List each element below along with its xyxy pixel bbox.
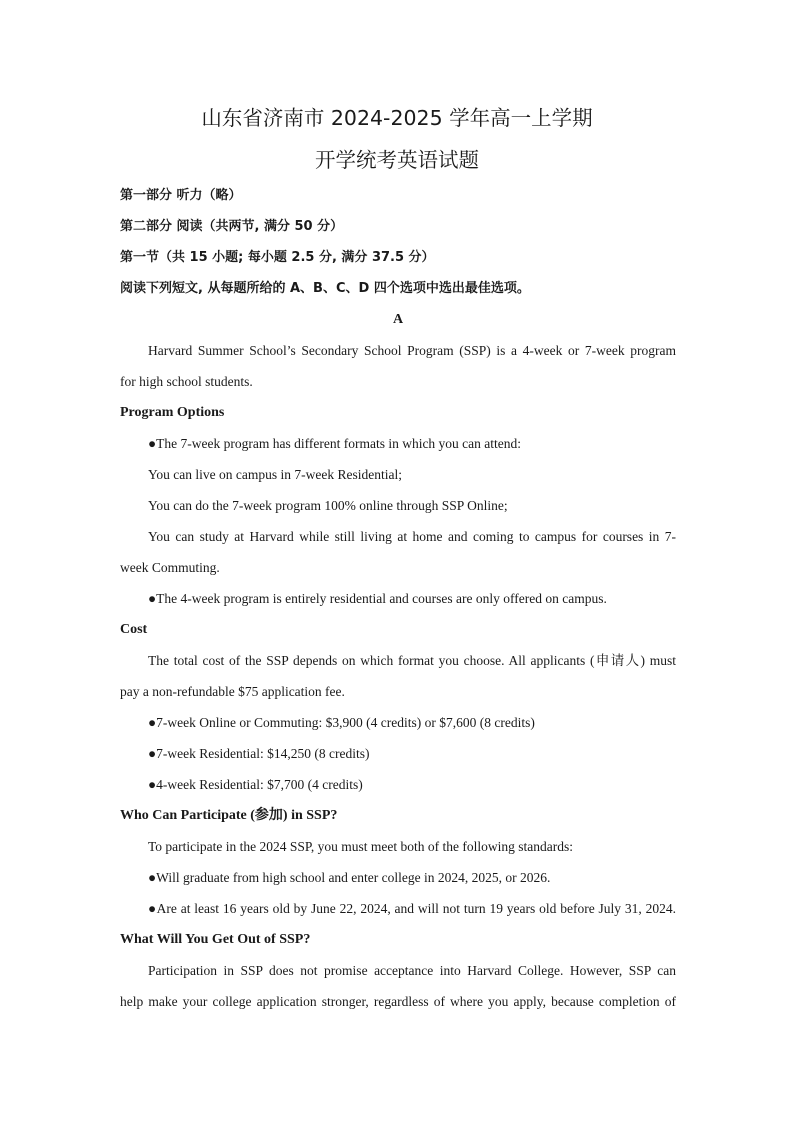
what-will-you-get-heading: What Will You Get Out of SSP? <box>120 932 311 947</box>
cost-item: ●7-week Residential: $14,250 (8 credits) <box>148 746 370 761</box>
program-item: You can live on campus in 7-week Residential; <box>148 467 402 482</box>
program-item: ●The 7-week program has different formats in which you can attend: <box>148 436 522 451</box>
cost-item: ●7-week Online or Commuting: $3,900 (4 credits) or $7,600 (8 credits) <box>148 715 535 730</box>
cost-intro-line2: pay a non-refundable $75 application fee. <box>120 684 345 699</box>
reading-instruction: 阅读下列短文, 从每题所给的 A、B、C、D 四个选项中选出最佳选项。 <box>120 281 530 296</box>
passage-label: A <box>392 312 404 327</box>
cost-item: ●4-week Residential: $7,700 (4 credits) <box>148 777 363 792</box>
exam-body <box>120 180 676 1017</box>
who-intro: To participate in the 2024 SSP, you must meet both of the following standards: <box>148 839 574 854</box>
part2-heading: 第二部分 阅读（共两节, 满分 50 分） <box>120 219 344 234</box>
cost-heading: Cost <box>120 622 148 637</box>
exam-title-line1: 山东省济南市 2024-2025 学年高一上学期 <box>201 106 593 130</box>
cost-intro-line1: The total cost of the SSP depends on which format you choose. All applicants (申请人) must <box>148 653 676 668</box>
program-item: You can study at Harvard while still living at home and coming to campus for courses in 7- <box>148 529 676 544</box>
who-item: ●Are at least 16 years old by June 22, 2024, and will not turn 19 years old before July 31, 2024. <box>148 901 676 916</box>
who-can-participate-heading: Who Can Participate (参加) in SSP? <box>120 808 338 823</box>
program-item: week Commuting. <box>120 560 220 575</box>
intro-paragraph-line1: Harvard Summer School’s Secondary School Program (SSP) is a 4-week or 7-week program <box>148 343 676 358</box>
what-paragraph-line1: Participation in SSP does not promise acceptance into Harvard College. However, SSP can <box>148 963 676 978</box>
program-item: You can do the 7-week program 100% online through SSP Online; <box>148 498 508 513</box>
program-item: ●The 4-week program is entirely residential and courses are only offered on campus. <box>148 591 607 606</box>
what-paragraph-line2: help make your college application stronger, regardless of where you apply, because completion of <box>120 994 676 1009</box>
intro-paragraph-line2: for high school students. <box>120 374 253 389</box>
who-item: ●Will graduate from high school and enter college in 2024, 2025, or 2026. <box>148 870 551 885</box>
program-options-heading: Program Options <box>120 405 225 420</box>
section1-heading: 第一节（共 15 小题; 每小题 2.5 分, 满分 37.5 分） <box>120 250 435 265</box>
part1-heading: 第一部分 听力（略） <box>120 188 242 203</box>
exam-title-line2: 开学统考英语试题 <box>315 148 479 172</box>
